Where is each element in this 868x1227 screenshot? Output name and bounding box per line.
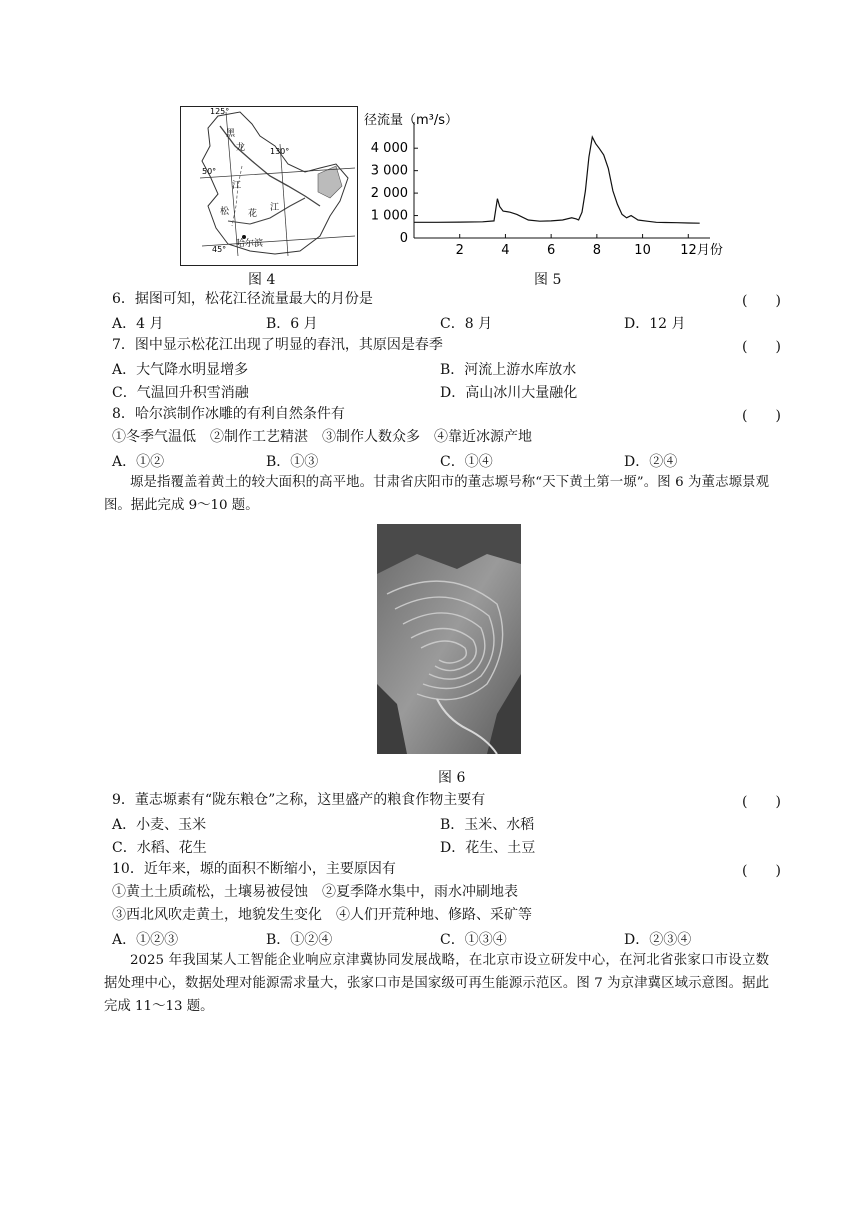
intro-questions-11-13: 2025 年我国某人工智能企业响应京津冀协同发展战略，在北京市设立研发中心，在河北省张家口市设立数据处理中心，数据处理对能源需求量大，张家口市是国家级可再生能源示范区。图 7 为京津冀区域示意图。据此完成 11～13 题。 [104,953,769,1014]
map-label-long: 龙 [236,143,246,153]
q8-option-d: D．②④ [624,454,678,470]
harbin-label: 哈尔滨 [236,239,264,249]
x-tick-label: 4 [501,243,510,258]
y-tick-label: 3 000 [370,163,408,179]
question-7-answer-blank: ( ) [742,339,781,355]
figure-5-chart [362,108,728,268]
q8-option-b: B．①③ [266,454,319,470]
figure-6-caption: 图 6 [438,770,466,786]
question-6-stem: 6．据图可知，松花江径流量最大的月份是 [112,291,373,307]
x-tick-label: 6 [547,243,556,258]
x-tick-label: 12月份 [680,243,723,258]
map-label-jiang: 江 [232,181,242,191]
q9-option-a: A．小麦、玉米 [112,817,207,833]
chart-y-axis-label: 径流量（m³/s） [364,113,459,128]
question-6-answer-blank: ( ) [742,293,781,309]
q7-option-d: D．高山冰川大量融化 [440,385,578,401]
q7-option-c: C．气温回升积雪消融 [112,385,249,401]
question-9-stem: 9．董志塬素有“陇东粮仓”之称，这里盛产的粮食作物主要有 [112,792,486,808]
lat-50-label: 50° [202,167,217,176]
figure-6-photo [377,524,521,754]
q8-statements: ①冬季气温低 ②制作工艺精湛 ③制作人数众多 ④靠近冰源产地 [112,429,532,445]
q8-option-c: C．①④ [440,454,493,470]
q7-option-b: B．河流上游水库放水 [440,362,577,378]
question-9-answer-blank: ( ) [742,794,781,810]
q8-option-a: A．①② [112,454,165,470]
q6-option-c: C．8 月 [440,316,493,332]
y-tick-label: 0 [399,231,408,246]
question-10-answer-blank: ( ) [742,863,781,879]
q9-option-c: C．水稻、花生 [112,840,207,856]
question-8-stem: 8．哈尔滨制作冰雕的有利自然条件有 [112,406,345,422]
question-7-stem: 7．图中显示松花江出现了明显的春汛，其原因是春季 [112,337,443,353]
y-tick-label: 1 000 [370,208,408,224]
q10-option-c: C．①③④ [440,932,507,948]
map-label-song: 松 [220,207,230,217]
figure-4-map [180,106,358,266]
q6-option-b: B．6 月 [266,316,318,332]
map-label-hua: 花 [248,209,258,219]
y-tick-label: 2 000 [370,186,408,202]
x-tick-label: 2 [455,243,464,258]
intro-questions-9-10: 塬是指覆盖着黄土的较大面积的高平地。甘肃省庆阳市的董志塬号称“天下黄土第一塬”。图 6 为董志塬景观图。据此完成 9～10 题。 [104,475,769,513]
q10-statements-1: ①黄土土质疏松，土壤易被侵蚀 ②夏季降水集中，雨水冲刷地表 [112,884,518,900]
q7-option-a: A．大气降水明显增多 [112,362,249,378]
q9-option-d: D．花生、土豆 [440,840,536,856]
q10-option-b: B．①②④ [266,932,333,948]
runoff-series-line [414,137,700,223]
lon-130-label: 130° [270,147,290,156]
q10-statements-2: ③西北风吹走黄土，地貌发生变化 ④人们开荒种地、修路、采矿等 [112,907,532,923]
question-8-answer-blank: ( ) [742,408,781,424]
question-10-stem: 10．近年来，塬的面积不断缩小，主要原因有 [112,861,396,877]
lon-125-label: 125° [210,107,230,116]
figure-4-caption: 图 4 [248,272,276,288]
x-tick-label: 10 [634,243,651,258]
y-tick-label: 4 000 [370,141,408,157]
q6-option-d: D．12 月 [624,316,686,332]
x-tick-label: 8 [592,243,601,258]
q10-option-d: D．②③④ [624,932,692,948]
q10-option-a: A．①②③ [112,932,179,948]
lat-45-label: 45° [212,245,227,254]
map-label-jiang2: 江 [270,203,280,213]
q6-option-a: A．4 月 [112,316,164,332]
map-label-hei: 黑 [226,129,236,139]
q9-option-b: B．玉米、水稻 [440,817,535,833]
figure-5-caption: 图 5 [534,272,562,288]
